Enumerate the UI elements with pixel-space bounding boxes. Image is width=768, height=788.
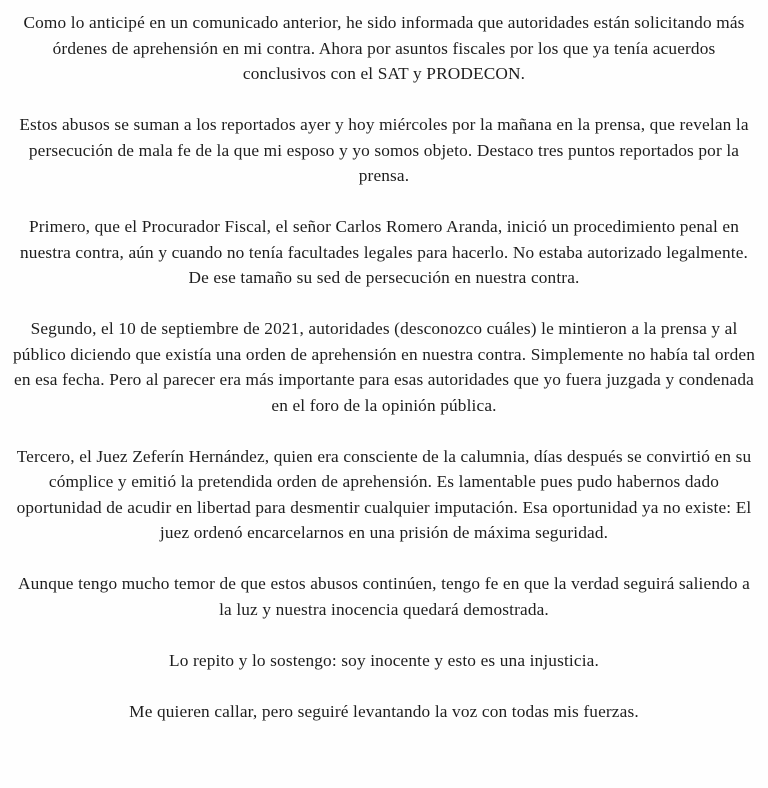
paragraph-previous-communique: Como lo anticipé en un comunicado anterior, he sido informada que autoridades están solicitando más órdenes de aprehensión en mi contra. Ahora por asuntos fiscales por los que ya tenía acuerdos conclusivos con el SAT y PRODECON. bbox=[23, 13, 745, 83]
paragraph-point-one: Primero, que el Procurador Fiscal, el señor Carlos Romero Aranda, inició un procedimiento penal en nuestra contra, aún y cuando no tenía facultades legales para hacerlo. No estaba autorizado legalmente. De ese tamaño su sed de persecución en nuestra contra. bbox=[20, 217, 748, 287]
paragraph-innocence: Lo repito y lo sostengo: soy inocente y esto es una injusticia. bbox=[169, 650, 599, 670]
paragraph-hope: Aunque tengo mucho temor de que estos abusos continúen, tengo fe en que la verdad seguirá saliendo a la luz y nuestra inocencia quedará demostrada. bbox=[18, 574, 750, 619]
paragraph-point-three: Tercero, el Juez Zeferín Hernández, quien era consciente de la calumnia, días después se convirtió en su cómplice y emitió la pretendida orden de aprehensión. Es lamentable pues pudo habernos dado oportunidad de acudir en libertad para desmentir cualquier imputación. Esa oportunidad ya no existe: El juez ordenó encarcelarnos en una prisión de máxima seguridad. bbox=[16, 446, 752, 542]
paragraph-closing: Me quieren callar, pero seguiré levantando la voz con todas mis fuerzas. bbox=[129, 701, 639, 721]
paragraph-press-reports: Estos abusos se suman a los reportados ayer y hoy miércoles por la mañana en la prensa, que revelan la persecución de mala fe de la que mi esposo y yo somos objeto. Destaco tres puntos reportados por la prensa. bbox=[19, 115, 749, 185]
paragraph-point-two: Segundo, el 10 de septiembre de 2021, autoridades (desconozco cuáles) le mintieron a la prensa y al público diciendo que existía una orden de aprehensión en nuestra contra. Simplemente no había tal orden en esa fecha. Pero al parecer era más importante para esas autoridades que yo fuera juzgada y condenada en el foro de la opinión pública. bbox=[13, 319, 755, 415]
